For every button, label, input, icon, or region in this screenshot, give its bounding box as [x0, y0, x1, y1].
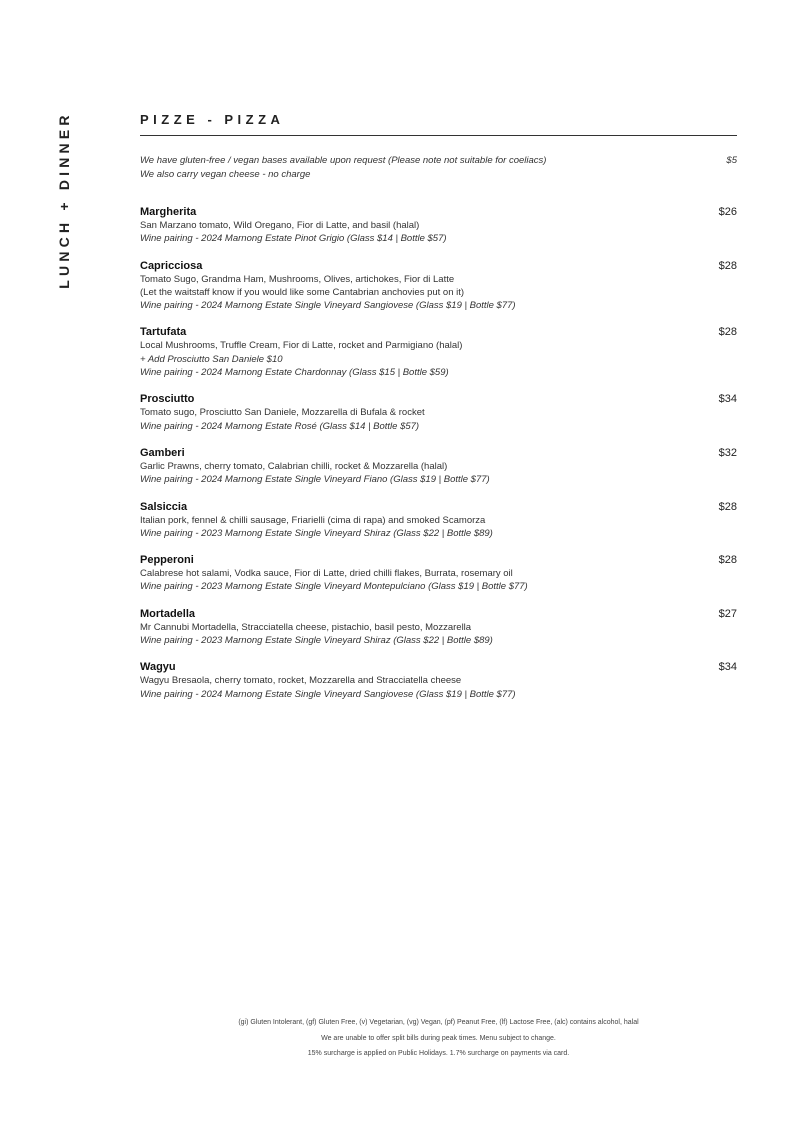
menu-item-prosciutto [140, 392, 737, 433]
menu-item-salsiccia [140, 500, 737, 541]
item-price: $27 [718, 607, 737, 620]
item-price: $28 [718, 326, 737, 339]
item-price: $34 [718, 661, 737, 674]
menu-item-wagyu [140, 660, 737, 701]
item-price: $28 [718, 554, 737, 567]
item-name: Mortadella [140, 607, 196, 620]
item-wine-pairing: Wine pairing - 2024 Marnong Estate Single Vineyard Sangiovese (Glass $19 | Bottle $77) [140, 300, 516, 312]
intro-line-1: We have gluten-free / vegan bases available upon request (Please note not suitable for coeliacs) [140, 155, 547, 166]
item-addon: + Add Prosciutto San Daniele $10 [140, 353, 283, 365]
side-label [54, 110, 74, 290]
footer-notes [140, 1015, 737, 1062]
item-wine-pairing: Wine pairing - 2024 Marnong Estate Pinot Grigio (Glass $14 | Bottle $57) [140, 233, 447, 245]
item-price: $28 [718, 259, 737, 272]
item-price: $28 [718, 500, 737, 513]
item-description: Wagyu Bresaola, cherry tomato, rocket, Mozzarella and Stracciatella cheese [140, 675, 462, 687]
item-wine-pairing: Wine pairing - 2024 Marnong Estate Rosé (Glass $14 | Bottle $57) [140, 420, 420, 432]
item-name: Capricciosa [140, 259, 203, 272]
item-name: Salsiccia [140, 500, 188, 513]
item-price: $32 [718, 446, 737, 459]
section-divider [140, 135, 737, 136]
item-name: Tartufata [140, 326, 187, 339]
item-description: Garlic Prawns, cherry tomato, Calabrian chilli, rocket & Mozzarella (halal) [140, 460, 448, 472]
item-name: Prosciutto [140, 393, 195, 406]
menu-item-capricciosa [140, 259, 737, 313]
item-name: Margherita [140, 206, 197, 218]
side-label-text: LUNCH + DINNER [56, 111, 72, 289]
item-description: San Marzano tomato, Wild Oregano, Fior di Latte, and basil (halal) [140, 220, 420, 231]
item-description: Tomato Sugo, Grandma Ham, Mushrooms, Olives, artichokes, Fior di Latte [140, 273, 455, 285]
split-bill-note: We are unable to offer split bills during peak times. Menu subject to change. [321, 1034, 556, 1042]
menu-item-margherita [140, 205, 737, 246]
dietary-legend: (gi) Gluten Intolerant, (gf) Gluten Free, (v) Vegetarian, (vg) Vegan, (pf) Peanut Free, (lf) Lactose Free, (alc) contains alcohol, halal [238, 1019, 639, 1026]
intro-price: $5 [726, 155, 737, 166]
item-wine-pairing: Wine pairing - 2023 Marnong Estate Single Vineyard Shiraz (Glass $22 | Bottle $89) [140, 527, 493, 539]
menu-item-tartufata [140, 325, 737, 379]
section-title: PIZZE - PIZZA [140, 112, 285, 127]
item-name: Gamberi [140, 446, 185, 459]
item-description: Italian pork, fennel & chilli sausage, Friarielli (cima di rapa) and smoked Scamorza [140, 514, 486, 526]
item-price: $26 [718, 206, 737, 218]
intro-note [140, 154, 737, 181]
item-description: Calabrese hot salami, Vodka sauce, Fior di Latte, dried chilli flakes, Burrata, rosemary oil [140, 568, 513, 580]
menu-item-mortadella [140, 607, 737, 648]
item-description: Local Mushrooms, Truffle Cream, Fior di Latte, rocket and Parmigiano (halal) [140, 340, 463, 352]
item-wine-pairing: Wine pairing - 2024 Marnong Estate Single Vineyard Fiano (Glass $19 | Bottle $77) [140, 474, 490, 486]
item-name: Pepperoni [140, 554, 194, 567]
item-price: $34 [718, 393, 737, 406]
item-description: Mr Cannubi Mortadella, Stracciatella cheese, pistachio, basil pesto, Mozzarella [140, 621, 472, 633]
item-description: Tomato sugo, Prosciutto San Daniele, Mozzarella di Bufala & rocket [140, 407, 425, 419]
menu-item-gamberi [140, 446, 737, 487]
item-wine-pairing: Wine pairing - 2023 Marnong Estate Single Vineyard Montepulciano (Glass $19 | Bottle $77) [140, 581, 528, 593]
item-wine-pairing: Wine pairing - 2023 Marnong Estate Single Vineyard Shiraz (Glass $22 | Bottle $89) [140, 635, 493, 647]
intro-line-2: We also carry vegan cheese - no charge [140, 168, 311, 180]
item-wine-pairing: Wine pairing - 2024 Marnong Estate Chardonnay (Glass $15 | Bottle $59) [140, 367, 449, 379]
item-wine-pairing: Wine pairing - 2024 Marnong Estate Single Vineyard Sangiovese (Glass $19 | Bottle $77) [140, 688, 516, 700]
item-description-note: (Let the waitstaff know if you would like some Cantabrian anchovies put on it) [140, 286, 465, 298]
surcharge-note: 15% surcharge is applied on Public Holidays. 1.7% surcharge on payments via card. [307, 1050, 570, 1057]
menu-items [140, 205, 737, 714]
menu-item-pepperoni [140, 553, 737, 594]
item-name: Wagyu [140, 661, 176, 674]
